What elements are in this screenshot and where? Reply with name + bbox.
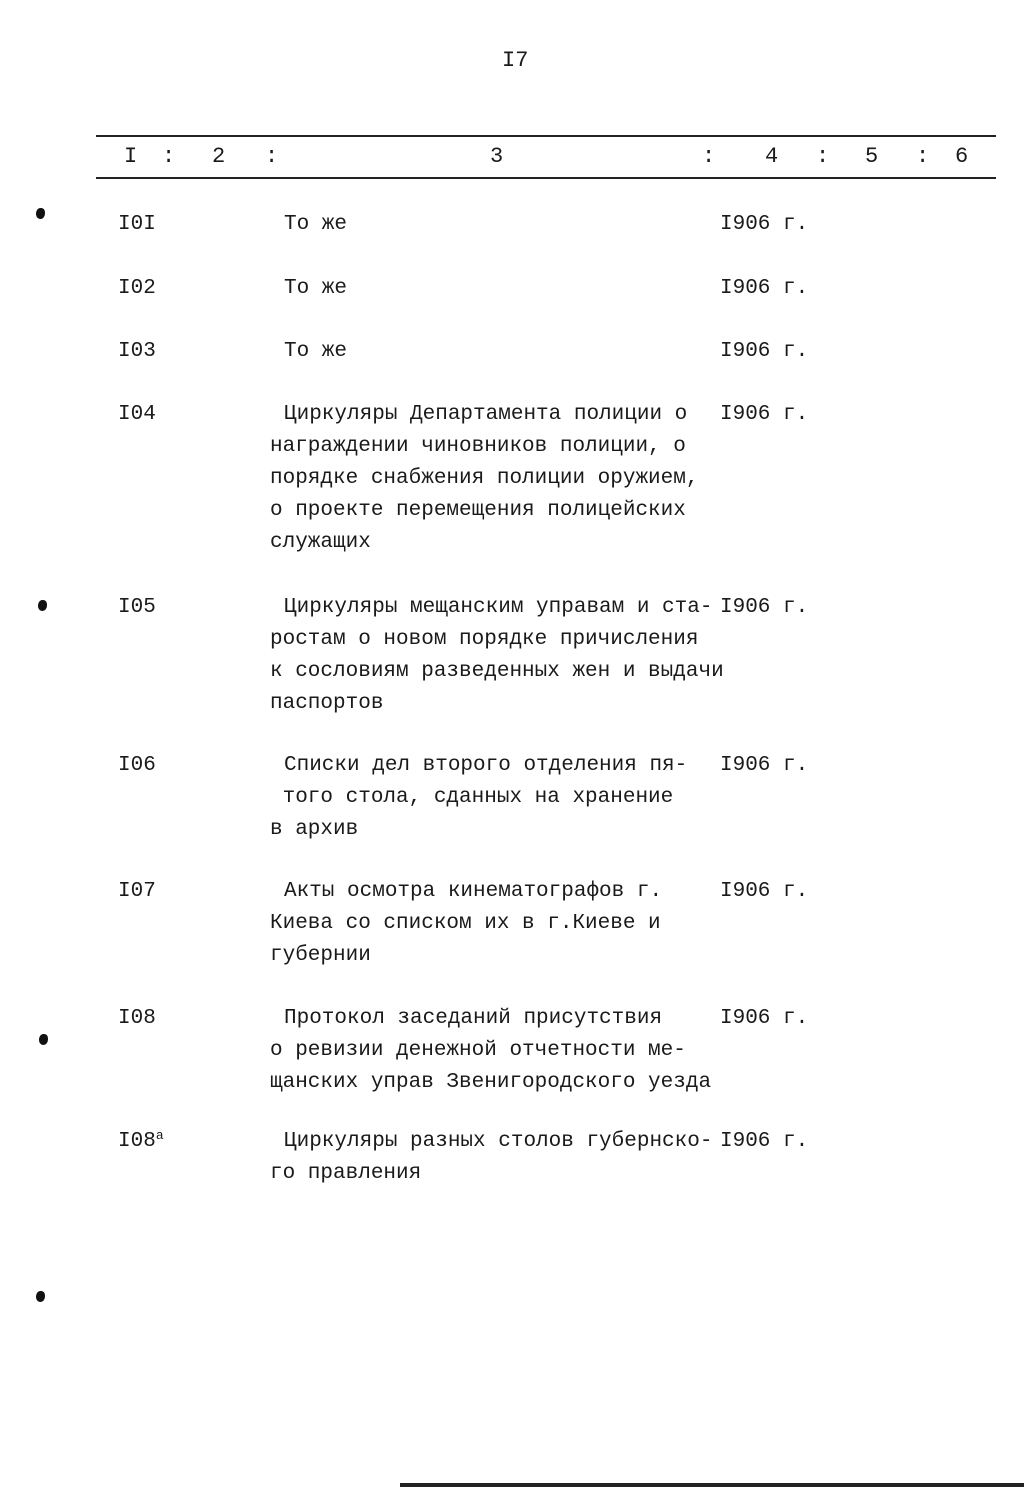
item-date: I906 г. — [720, 403, 809, 426]
item-title-line: в архив — [270, 818, 359, 841]
item-number — [118, 750, 156, 782]
item-date: I906 г. — [720, 880, 809, 903]
item-number — [118, 336, 156, 368]
item-date: I906 г. — [720, 1007, 809, 1030]
item-title-line: То же — [284, 277, 348, 300]
column-header-3: 3 — [490, 144, 504, 169]
item-title — [270, 876, 662, 972]
item-number-text: I04 — [118, 403, 156, 426]
item-number — [118, 273, 156, 305]
punch-hole-mark — [36, 1291, 45, 1302]
item-title — [270, 209, 347, 241]
item-number — [118, 1003, 156, 1035]
item-title-line: Списки дел второго отделения пя- — [284, 754, 688, 777]
item-title-line: То же — [284, 340, 348, 363]
item-date: I906 г. — [720, 277, 809, 300]
column-header-6: 6 — [955, 144, 969, 169]
header-top-rule — [96, 135, 996, 137]
item-number-text: I07 — [118, 880, 156, 903]
column-separator: : — [265, 144, 279, 169]
item-date: I906 г. — [720, 340, 809, 363]
item-title — [270, 399, 698, 559]
item-title-line: служащих — [270, 531, 371, 554]
item-title-line: щанских управ Звенигородского уезда — [270, 1071, 712, 1094]
item-number — [118, 399, 156, 431]
item-title — [270, 750, 687, 846]
punch-hole-mark — [36, 208, 45, 219]
scan-edge — [400, 1483, 1024, 1487]
item-title-line: о проекте перемещения полицейских — [270, 499, 686, 522]
item-title-line: Протокол заседаний присутствия — [284, 1007, 663, 1030]
item-title-line: Циркуляры мещанским управам и ста- — [284, 596, 713, 619]
item-number-suffix: a — [155, 1128, 164, 1143]
item-title-line: Акты осмотра кинематографов г. — [284, 880, 663, 903]
item-title — [270, 1126, 712, 1190]
item-title-line: о ревизии денежной отчетности ме- — [270, 1039, 686, 1062]
column-header-1: I — [124, 144, 138, 169]
item-title-line: порядке снабжения полиции оружием, — [270, 467, 699, 490]
column-header-4: 4 — [765, 144, 779, 169]
punch-hole-mark — [39, 1034, 48, 1045]
item-date: I906 г. — [720, 596, 809, 619]
item-title — [270, 592, 724, 720]
item-number-text: I06 — [118, 754, 156, 777]
item-number-text: I03 — [118, 340, 156, 363]
item-date: I906 г. — [720, 1130, 809, 1153]
column-header-5: 5 — [865, 144, 879, 169]
item-title-line: То же — [284, 213, 348, 236]
header-bottom-rule — [96, 177, 996, 179]
column-separator: : — [916, 144, 930, 169]
item-date: I906 г. — [720, 213, 809, 236]
page-number: I7 — [502, 48, 529, 73]
item-number-text: I08 — [118, 1007, 156, 1030]
column-separator: : — [702, 144, 716, 169]
punch-hole-mark — [38, 600, 47, 611]
item-number-text: I0I — [118, 213, 156, 236]
item-title — [270, 336, 347, 368]
column-separator: : — [816, 144, 830, 169]
item-number — [118, 1126, 164, 1158]
item-number-text: I05 — [118, 596, 156, 619]
item-title-line: губернии — [270, 944, 371, 967]
item-title-line: Циркуляры Департамента полиции о — [284, 403, 688, 426]
item-title-line: ростам о новом порядке причисления — [270, 628, 699, 651]
item-number-text: I02 — [118, 277, 156, 300]
item-number — [118, 876, 156, 908]
item-title-line: награждении чиновников полиции, о — [270, 435, 686, 458]
item-title-line: Циркуляры разных столов губернско- — [284, 1130, 713, 1153]
item-title-line: го правления — [270, 1162, 422, 1185]
item-title — [270, 273, 347, 305]
column-separator: : — [162, 144, 176, 169]
item-number-text: I08 — [118, 1130, 156, 1153]
column-header-2: 2 — [212, 144, 226, 169]
item-title-line: того стола, сданных на хранение — [270, 786, 674, 809]
item-title — [270, 1003, 711, 1099]
item-date: I906 г. — [720, 754, 809, 777]
item-title-line: паспортов — [270, 692, 384, 715]
item-number — [118, 592, 156, 624]
item-title-line: Киева со списком их в г.Киеве и — [270, 912, 661, 935]
item-number — [118, 209, 156, 241]
item-title-line: к сословиям разведенных жен и выдачи — [270, 660, 724, 683]
